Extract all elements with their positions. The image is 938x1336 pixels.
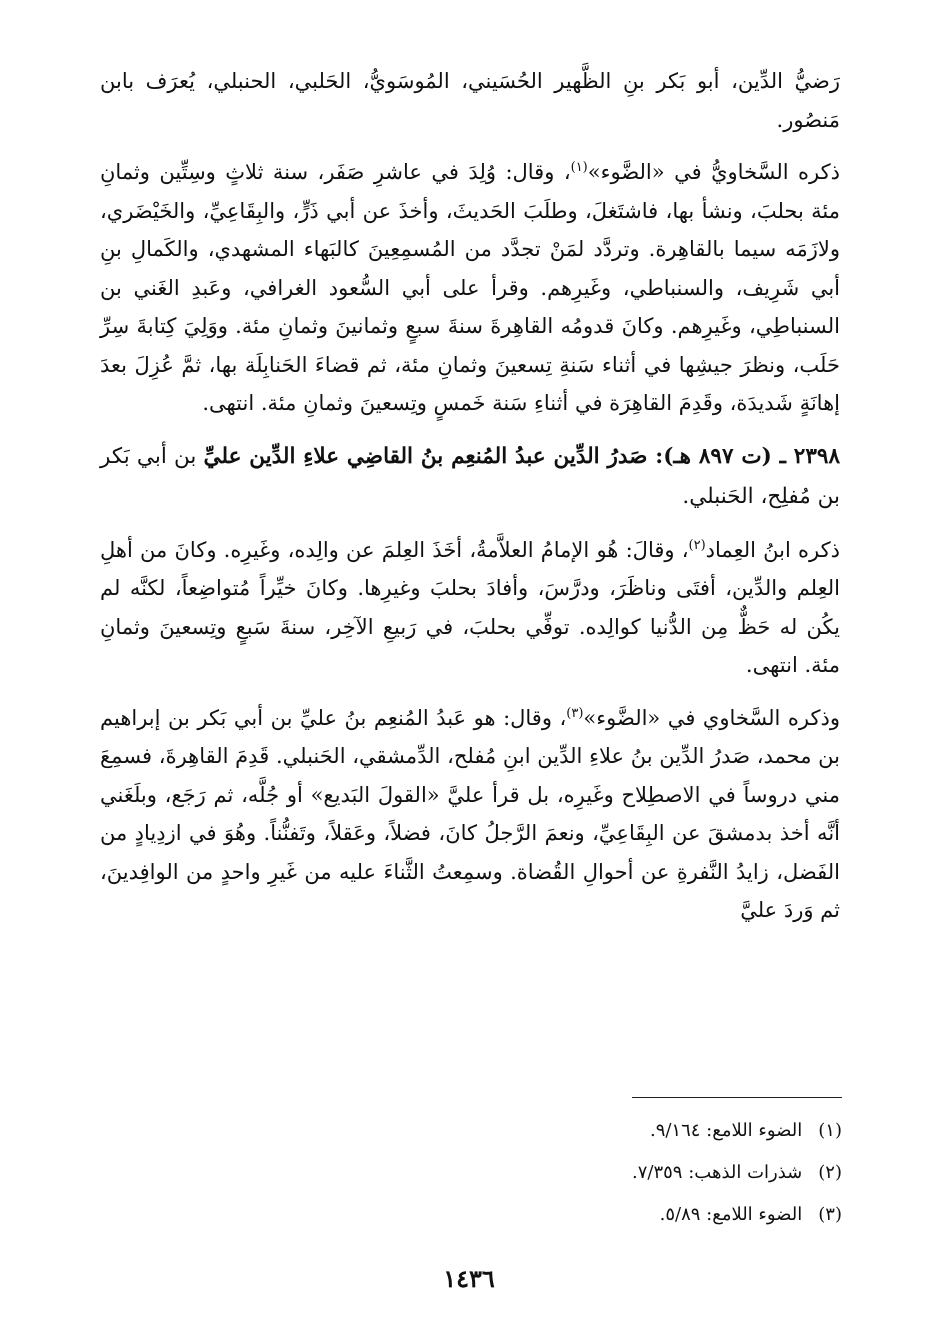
entry-heading — [100, 437, 840, 517]
paragraph-lead: ذكره السَّخاويُّ في «الضَّوء» — [587, 160, 840, 184]
footnote-number: (١) — [818, 1120, 842, 1141]
page-body — [100, 62, 840, 944]
footnote-text: شذرات الذهب: ٧/٣٥٩. — [632, 1162, 803, 1183]
paragraph-sakhawi-1 — [100, 153, 840, 423]
paragraph-lead: وذكره السَّخاوي في «الضَّوء» — [583, 705, 840, 730]
footnote-number: (٢) — [818, 1162, 842, 1183]
footnote-item — [102, 1110, 842, 1152]
footnote-mark-3: (٣) — [566, 705, 584, 721]
footnote-text: الضوء اللامع: ٩/١٦٤. — [649, 1120, 803, 1141]
footnotes — [102, 1110, 842, 1236]
paragraph-sakhawi-2 — [100, 699, 840, 930]
paragraph-body: ، وقال: هو عَبدُ المُنعِم بنُ عليِّ بن أبي بَكر بن إبراهيم بن محمد، صَدرُ الدِّين بنُ علاءِ الدِّين ابنِ مُفلح، الدِّمشقي، الحَنبلي. قَدِمَ القاهِرةَ، فسمِعَ مني دروساً في الاصطِلاح وغَيرِه، بل قرأ عليَّ «القولَ البَديع» أو جُلَّه، ثم رَجَع، وبلَغَني أنَّه أخذ بدمشقَ عن البِقَاعِيِّ، ونعمَ الرَّجلُ كانَ، فضلاً، وعَقلاً، وتَفنُّناً. وهُوَ في ازدِيادٍ من الفَضل، زايدُ النَّفرةِ عن أحوالِ القُضاة. وسمِعتُ الثَّناءَ عليه من غَيرِ واحدٍ من الوافِدينَ، ثم وَردَ عليَّ — [100, 705, 840, 922]
page-number: ١٤٣٦ — [443, 1264, 495, 1293]
footnote-text: الضوء اللامع: ٥/٨٩. — [659, 1204, 803, 1225]
footnote-number: (٣) — [818, 1204, 842, 1225]
footnote-item — [102, 1194, 842, 1236]
paragraph-body: ، وقال: وُلِدَ في عاشرِ صَفَر، سنة ثلاثٍ وسِتِّين وثمانِ مئة بحلبَ، ونشأ بها، فاشتَغلَ، وطلَبَ الحَديثَ، وأخذَ عن أبي ذَرٍّ، والبِقَاعِيِّ، والخَيْضَري، ولازَمَه سيما بالقاهِرة. وتردَّد لمَنْ تجدَّد من المُسمِعِينَ كالبَهاء المشهدي، والكَمالِ بنِ أبي شَرِيف، والسنباطي، وغَيرِهم. وقرأ على أبي السُّعود الغرافي، وعَبدِ الغَني بن السنباطِي، وغَيرِهم. وكانَ قدومُه القاهِرةَ سنةَ سبعٍ وثمانينَ وثمانِ مئة. ووَلِيَ كِتابةَ سِرِّ حَلَب، ونظرَ جيشِها في أثناء سَنةِ تِسعينَ وثمانِ مئة، ثم قضاءَ الحَنابِلَة بها، ثمَّ عُزِلَ بعدَ إهانَةٍ شَديدَة، وقَدِمَ القاهِرَة في أثناءِ سَنة خَمسٍ وتِسعينَ وثمانِ مئة. انتهى. — [100, 160, 840, 415]
paragraph-lead: ذكره ابنُ العِماد — [705, 537, 840, 562]
footnote-mark-2: (٢) — [688, 537, 706, 553]
paragraph-ibn-imad — [100, 531, 840, 685]
footnote-mark-1: (١) — [570, 160, 588, 175]
entry-title-rest: بن أبي بَكر بن مُفلِح، الحَنبلي. — [100, 443, 840, 509]
footnote-item — [102, 1152, 842, 1194]
footnote-separator — [632, 1097, 842, 1098]
entry-title: ٢٣٩٨ ـ (ت ٨٩٧ هـ): صَدرُ الدِّين عبدُ المُنعِم بنُ القاضِي علاءِ الدِّين عليِّ — [203, 443, 840, 469]
paragraph-body: ، وقالَ: هُو الإمامُ العلاَّمةُ، أخَذَ العِلمَ عن والِده، وغَيرِه. وكانَ من أهلِ العِلم والدِّين، أفتَى وناظَرَ، ودرَّسَ، وأفادَ بحلبَ وغيرِها. وكانَ خيِّراً مُتواضِعاً، لكنَّه لم يكُن له حَظٌّ مِن الدُّنيا كوالِده. توفِّي بحلبَ، في رَبيعِ الآخِر، سنةَ سَبعٍ وتِسعينَ وثمانِ مئة. انتهى. — [100, 537, 840, 677]
paragraph-intro: رَضيُّ الدِّين، أبو بَكر بنِ الظَّهير الحُسَيني، المُوسَويُّ، الحَلبي، الحنبلي، يُعرَف بابن مَنصُور. — [100, 69, 840, 132]
